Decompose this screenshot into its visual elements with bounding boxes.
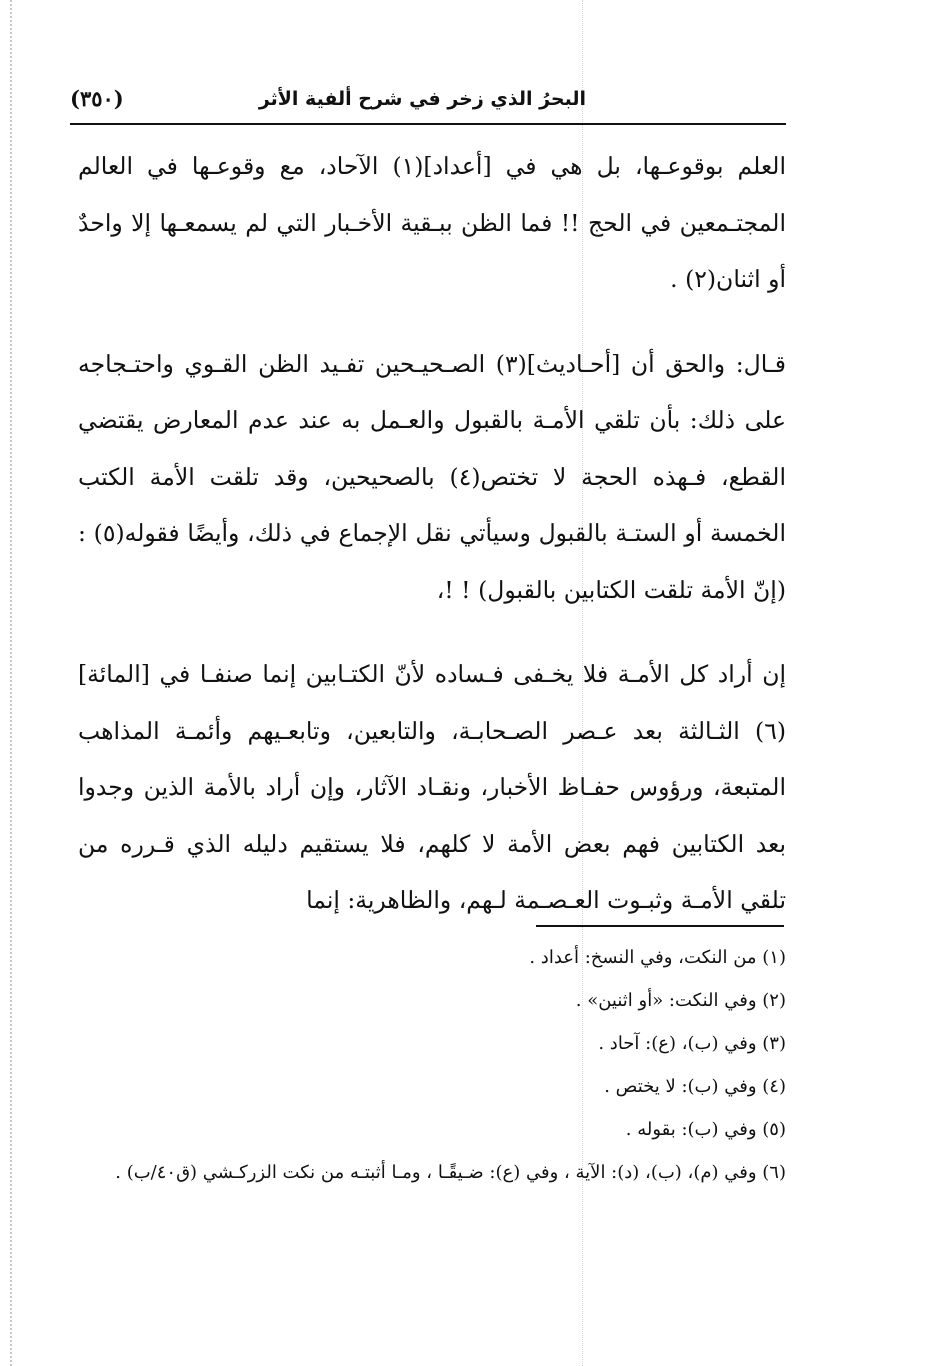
paragraph-1: العلم بوقوعـها، بل هي في [أعداد](١) الآحاد، مع وقوعـها في العالم المجتـمعين في الحج !! فما الظن ببـقية الأخـبار التي لم يسمعـها إلا واحدٌ أو اثنان(٢) . bbox=[78, 152, 786, 293]
main-text bbox=[78, 138, 786, 957]
paragraph-2: قـال: والحق أن [أحـاديث](٣) الصـحيـحين تفـيد الظن القـوي واحتـجاجه على ذلك: بأن تلقي الأمـة بالقبول والعـمل به عند عدم المعارض يقتضي القطع، فـهذه الحجة لا تختص(٤) بالصحيحين، وقد تلقت الأمة الكتب الخمسة أو الستـة بالقبول وسيأتي نقل الإجماع في ذلك، وأيضًا فقوله(٥) : (إنّ الأمة تلقت الكتابين بالقبول) ! !، bbox=[78, 349, 787, 604]
footnote-3: (٣) وفي (ب)، (ع): آحاد . bbox=[598, 1033, 786, 1054]
page-number: (٣٥٠) bbox=[70, 86, 124, 111]
footnote-1: (١) من النكت، وفي النسخ: أعداد . bbox=[529, 947, 786, 968]
scan-margin-dots bbox=[10, 0, 12, 1366]
footnote-4: (٤) وفي (ب): لا يختص . bbox=[604, 1076, 786, 1097]
footnotes bbox=[78, 936, 786, 1194]
footnote-5: (٥) وفي (ب): بقوله . bbox=[625, 1119, 786, 1140]
running-header bbox=[70, 84, 786, 124]
book-title: البحرُ الذي زخر في شرح ألفية الأثر bbox=[258, 88, 586, 110]
footnote-6: (٦) وفي (م)، (ب)، (د): الآية ، وفي (ع): ضـيقًـا ، ومـا أثبتـه من نكت الزركـشي (ق٤٠/ب) . bbox=[115, 1162, 786, 1183]
footnote-2: (٢) وفي النكت: «أو اثنين» . bbox=[575, 990, 786, 1011]
footnote-rule bbox=[536, 925, 784, 927]
paragraph-3: إن أراد كل الأمـة فلا يخـفى فـساده لأنّ الكتـابين إنما صنفـا في [المائة](٦) الثـالثة بعد عـصر الصـحابـة، والتابعين، وتابعـيهم وأئمـة المذاهب المتبعة، ورؤوس حفـاظ الأخبار، ونقـاد الآثار، وإن أراد بالأمة الذين وجدوا بعد الكتابين فهم بعض الأمة لا كلهم، فلا يستقيم دليله الذي قـرره من تلقي الأمـة وثبـوت العـصـمة لـهم، والظاهرية: إنما bbox=[78, 660, 786, 914]
header-rule bbox=[70, 123, 786, 125]
